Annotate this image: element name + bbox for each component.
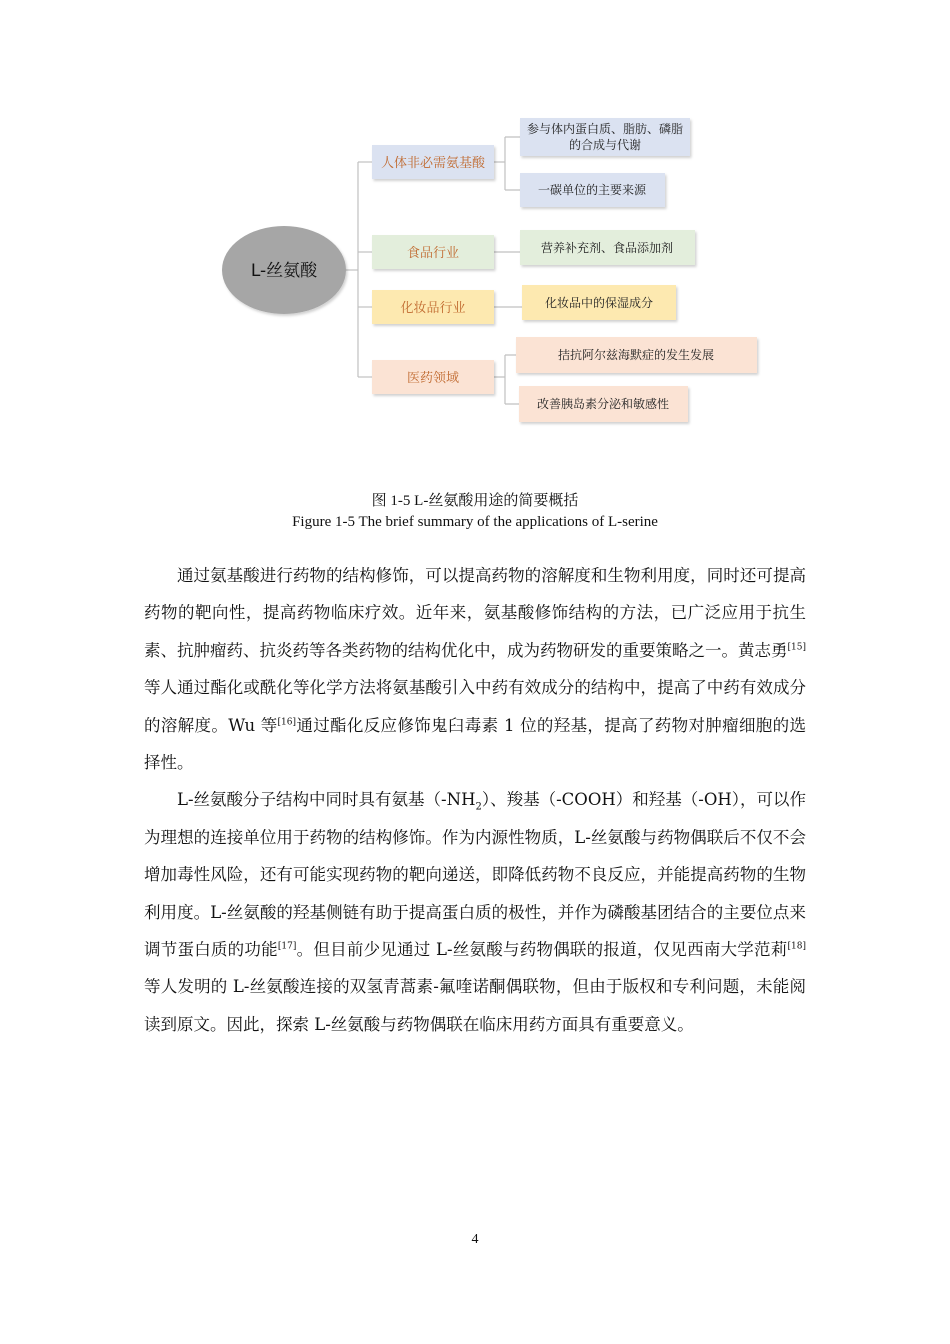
citation-15: [15] [787,642,806,653]
citation-16: [16] [277,717,297,728]
branch-food-label: 食品行业 [406,246,460,261]
branch-medical-label: 医药领域 [406,371,460,386]
branch-bio-label: 人体非必需氨基酸 [380,156,486,171]
center-label: L-丝氨酸 [250,261,318,281]
leaf-cosmetic-label: 化妆品中的保湿成分 [544,296,654,310]
leaf-insulin-label: 改善胰岛素分泌和敏感性 [536,397,670,411]
para2-text-1: L-丝氨酸分子结构中同时具有氨基（-NH [177,790,476,810]
figure-caption-cn: 图 1-5 L-丝氨酸用途的简要概括 [371,493,579,509]
leaf-food-label: 营养补充剂、食品添加剂 [540,241,674,255]
citation-17: [17] [277,941,297,952]
figure-caption-en: Figure 1-5 The brief summary of the applications of L-serine [292,514,658,530]
para1-text-2: 等人通过酯化或酰化等化学方法将氨基酸引入中药有效成分的结构中，提高了中药有效成分的溶解度。Wu 等 [144,678,806,735]
page-number: 4 [471,1232,479,1247]
para2-text-4: 等人发明的 L-丝氨酸连接的双氢青蒿素-氟喹诺酮偶联物，但由于版权和专利问题，未能阅读到原文。因此，探索 L-丝氨酸与药物偶联在临床用药方面具有重要意义。 [144,977,806,1034]
citation-18: [18] [787,941,807,952]
body-text [144,557,806,1043]
paragraph-1 [144,557,806,781]
para1-text-3: 通过酯化反应修饰鬼臼毒素 1 位的羟基，提高了药物对肿瘤细胞的选择性。 [144,715,806,773]
leaf-alzheimer-label: 拮抗阿尔兹海默症的发生发展 [557,348,715,362]
leaf-metabolism-line2: 的合成与代谢 [568,138,642,152]
branch-cosmetic-label: 化妆品行业 [400,301,466,316]
leaf-one-carbon-label: 一碳单位的主要来源 [537,183,647,197]
subscript-2: 2 [475,801,482,813]
leaf-metabolism-line1: 参与体内蛋白质、脂肪、磷脂 [526,122,684,136]
usage-mindmap [0,0,950,470]
paragraph-2 [144,781,806,1043]
para2-text-3: 。但目前少见通过 L-丝氨酸与药物偶联的报道，仅见西南大学范莉 [296,940,788,960]
para2-text-2: ）、羧基（-COOH）和羟基（-OH），可以作为理想的连接单位用于药物的结构修饰。作为内源性物质，L-丝氨酸与药物偶联后不仅不会增加毒性风险，还有可能实现药物的靶向递送，即降低药物不良反应，并能提高药物的生物利用度。L-丝氨酸的羟基侧链有助于提高蛋白质的极性，并作为磷酸基团结合的主要位点来调节蛋白质的功能 [144,790,807,960]
para1-text-1: 通过氨基酸进行药物的结构修饰，可以提高药物的溶解度和生物利用度，同时还可提高药物的靶向性，提高药物临床疗效。近年来，氨基酸修饰结构的方法，已广泛应用于抗生素、抗肿瘤药、抗炎药等各类药物的结构优化中，成为药物研发的重要策略之一。黄志勇 [144,566,806,660]
